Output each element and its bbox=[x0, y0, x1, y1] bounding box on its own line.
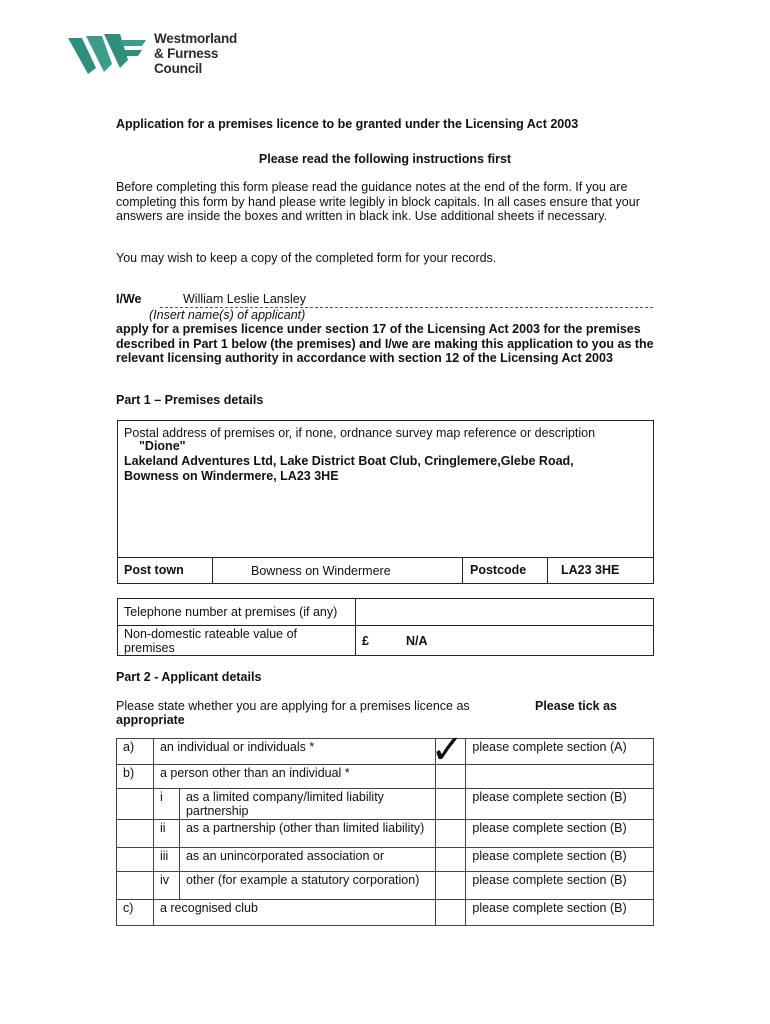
tick-box[interactable] bbox=[436, 848, 466, 872]
rateable-currency: £ bbox=[362, 634, 369, 648]
address-line-2: Bowness on Windermere, LA23 3HE bbox=[124, 468, 339, 483]
telephone-label: Telephone number at premises (if any) bbox=[124, 605, 338, 619]
tick-heading: Please tick as bbox=[535, 699, 618, 713]
part2-question: Please state whether you are applying for a premises licence as bbox=[116, 699, 470, 713]
row-letter bbox=[117, 848, 154, 872]
part1-heading: Part 1 – Premises details bbox=[116, 393, 264, 407]
divider bbox=[212, 557, 213, 584]
table-row bbox=[117, 765, 654, 789]
address-label: Postal address of premises or, if none, ordnance survey map reference or description bbox=[124, 426, 596, 440]
row-text: other (for example a statutory corporation) bbox=[179, 872, 436, 900]
logo-line-2: & Furness bbox=[154, 46, 219, 61]
row-text: a recognised club bbox=[153, 900, 435, 926]
post-town-label: Post town bbox=[124, 563, 184, 577]
post-town-field[interactable]: Bowness on Windermere bbox=[251, 564, 391, 578]
row-text: as a limited company/limited liability partnership bbox=[179, 789, 436, 820]
telephone-field[interactable] bbox=[362, 605, 647, 621]
row-text: as a partnership (other than limited liability) bbox=[179, 820, 436, 848]
table-row bbox=[117, 820, 654, 848]
row-action: please complete section (B) bbox=[466, 848, 654, 872]
table-row bbox=[117, 872, 654, 900]
row-roman: iii bbox=[153, 848, 179, 872]
check-mark-icon: ✓ bbox=[430, 727, 464, 773]
applicant-label: I/We bbox=[116, 292, 142, 306]
row-text: a person other than an individual * bbox=[153, 765, 435, 789]
row-roman: ii bbox=[153, 820, 179, 848]
part2-heading: Part 2 - Applicant details bbox=[116, 670, 262, 684]
form-title: Application for a premises licence to be granted under the Licensing Act 2003 bbox=[116, 117, 579, 131]
postcode-label: Postcode bbox=[470, 563, 527, 577]
tick-box[interactable] bbox=[430, 727, 466, 773]
row-letter: c) bbox=[117, 900, 154, 926]
table-row bbox=[117, 739, 654, 765]
row-roman: iv bbox=[153, 872, 179, 900]
row-letter: b) bbox=[117, 765, 154, 789]
rateable-label: Non-domestic rateable value of premises bbox=[124, 627, 298, 655]
divider bbox=[355, 598, 356, 656]
row-roman: i bbox=[153, 789, 179, 820]
row-action: please complete section (B) bbox=[466, 789, 654, 820]
apply-statement: apply for a premises licence under section 17 of the Licensing Act 2003 for the premises described in Part 1 below (the premises) and I/we are making this application to you as the relevant licensing authority in accordance with section 12 of the Licensing Act 2003 bbox=[116, 322, 654, 365]
row-action: please complete section (B) bbox=[466, 872, 654, 900]
table-row bbox=[117, 900, 654, 926]
intro-paragraph: Before completing this form please read the guidance notes at the end of the form. If you are completing this form by hand please write legibly in block capitals. In all cases ensure that your answers are inside the boxes and written in black ink. Use additional sheets if necessary. bbox=[116, 180, 640, 223]
row-text: as an unincorporated association or bbox=[179, 848, 436, 872]
copy-note: You may wish to keep a copy of the completed form for your records. bbox=[116, 251, 497, 265]
table-row bbox=[117, 848, 654, 872]
part2-question-end: appropriate bbox=[116, 713, 185, 727]
table-row bbox=[117, 789, 654, 820]
instructions-heading: Please read the following instructions first bbox=[258, 152, 512, 166]
address-line-1: Lakeland Adventures Ltd, Lake District Boat Club, Cringlemere,Glebe Road, bbox=[124, 454, 574, 468]
council-name bbox=[154, 31, 237, 76]
row-letter bbox=[117, 789, 154, 820]
post-town-divider bbox=[117, 557, 654, 558]
row-text: an individual or individuals * bbox=[153, 739, 435, 765]
premises-address-box[interactable] bbox=[117, 420, 654, 584]
row-letter bbox=[117, 872, 154, 900]
postcode-field[interactable]: LA23 3HE bbox=[561, 563, 620, 577]
address-lines bbox=[124, 454, 644, 483]
row-action: please complete section (B) bbox=[466, 900, 654, 926]
applicant-hint: (Insert name(s) of applicant) bbox=[149, 308, 306, 322]
tick-box[interactable] bbox=[436, 820, 466, 848]
row-action bbox=[466, 765, 654, 789]
premises-name: "Dione" bbox=[139, 439, 186, 453]
tick-box[interactable] bbox=[436, 872, 466, 900]
logo-line-3: Council bbox=[154, 61, 203, 76]
logo-line-1: Westmorland bbox=[154, 31, 238, 46]
row-letter: a) bbox=[117, 739, 154, 765]
row-letter bbox=[117, 820, 154, 848]
row-action: please complete section (A) bbox=[466, 739, 654, 765]
divider bbox=[117, 625, 654, 626]
divider bbox=[547, 557, 548, 584]
rateable-value-field[interactable]: N/A bbox=[406, 634, 428, 648]
applicant-type-table bbox=[116, 727, 654, 926]
row-action: please complete section (B) bbox=[466, 820, 654, 848]
tick-box[interactable] bbox=[436, 789, 466, 820]
applicant-name-field[interactable]: William Leslie Lansley bbox=[183, 292, 306, 306]
divider bbox=[462, 557, 463, 584]
tick-box[interactable] bbox=[436, 900, 466, 926]
